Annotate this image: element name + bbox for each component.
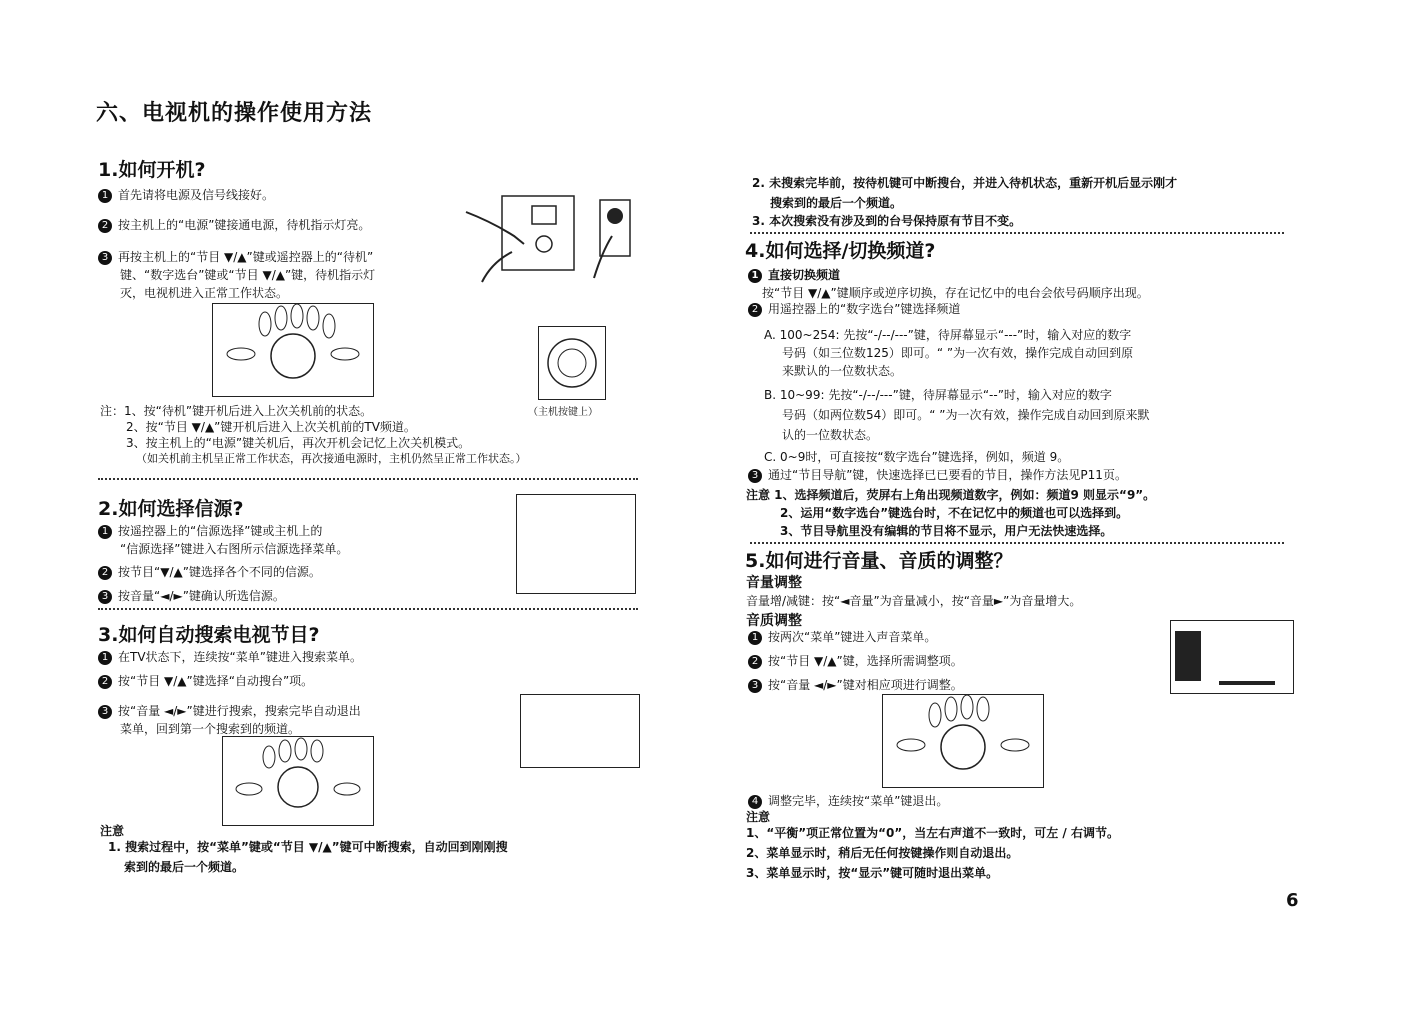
s5-note-1: 1、“平衡”项正常位置为“0”，当左右声道不一致时，可左 / 右调节。: [746, 826, 1119, 840]
divider: [750, 232, 1284, 234]
s1-note-3: 3、按主机上的“电源”键关机后，再次开机会记忆上次关机模式。: [126, 436, 471, 450]
s5-note-label: 注意: [746, 810, 771, 824]
s4-digit-label: 2 用遥控器上的“数字选台”键选择频道: [748, 300, 960, 318]
section-heading-power-on: 1.如何开机?: [98, 159, 206, 181]
s1-note-4: （如关机前主机呈正常工作状态，再次接通电源时，主机仍然呈正常工作状态。）: [136, 452, 527, 465]
dial-knob-icon: [538, 326, 606, 400]
s4-direct-label: 1 直接切换频道: [748, 266, 840, 284]
s4-note-2: 2、运用“数字选台”键选台时，不在记忆中的频道也可以选择到。: [780, 506, 1129, 520]
s2-step-2: 2 按节目“▼/▲”键选择各个不同的信源。: [98, 563, 321, 581]
s4-c-line: C. 0~9时，可直接按“数字选台”键选择，例如，频道 9。: [764, 450, 1070, 464]
s4-a-line-3: 来默认的一位数状态。: [782, 364, 903, 378]
search-menu-figure: [520, 694, 640, 768]
s3-step-3-cont: 菜单，回到第一个搜索到的频道。: [120, 722, 301, 736]
power-plug-icon: [462, 192, 638, 284]
section-heading-volume: 5.如何进行音量、音质的调整？: [745, 550, 1013, 572]
remote-control-icon: [222, 736, 374, 826]
s4-b-line-2: 号码（如两位数54）即可。“ ”为一次有效，操作完成自动回到原来默: [782, 408, 1150, 422]
s1-step-3: 3 再按主机上的“节目 ▼/▲”键或遥控器上的“待机”: [98, 248, 373, 266]
tone-step-3: 3 按“音量 ◄/►”键对相应项进行调整。: [748, 676, 963, 694]
divider: [750, 542, 1284, 544]
s1-note-2: 2、按“节目 ▼/▲”键开机后进入上次关机前的TV频道。: [126, 420, 416, 434]
s3-step-1: 1 在TV状态下，连续按“菜单”键进入搜索菜单。: [98, 648, 362, 666]
top-note-1: 2. 未搜索完毕前，按待机键可中断搜台，并进入待机状态，重新开机后显示刚才: [752, 176, 1178, 190]
volume-label: 音量调整: [746, 575, 802, 591]
section-heading-auto-search: 3.如何自动搜索电视节目?: [98, 624, 320, 646]
s2-step-3: 3 按音量“◄/►”键确认所选信源。: [98, 587, 285, 605]
volume-text: 音量增/减键：按“◄音量”为音量减小，按“音量►”为音量增大。: [746, 594, 1082, 608]
s2-step-1: 1 按遥控器上的“信源选择”键或主机上的: [98, 522, 322, 540]
s1-note-1: 注：1、按“待机”键开机后进入上次关机前的状态。: [100, 404, 373, 418]
s3-note-2: 索到的最后一个频道。: [124, 860, 245, 874]
s2-step-1-cont: “信源选择”键进入右图所示信源选择菜单。: [120, 542, 349, 556]
s5-note-3: 3、菜单显示时，按“显示”键可随时退出菜单。: [746, 866, 999, 880]
section-heading-source: 2.如何选择信源?: [98, 498, 244, 520]
tone-step-1: 1 按两次“菜单”键进入声音菜单。: [748, 628, 936, 646]
s1-step-3-cont2: 灭，电视机进入正常工作状态。: [120, 286, 289, 300]
s4-note-3: 3、节目导航里没有编辑的节目将不显示，用户无法快速选择。: [780, 524, 1113, 538]
remote-control-icon: [212, 303, 374, 397]
s4-guide-line: 3 通过“节目导航”键，快速选择已已要看的节目，操作方法见P11页。: [748, 466, 1127, 484]
s3-note-label: 注意: [100, 824, 125, 838]
sound-menu-figure: [1170, 620, 1294, 694]
divider: [98, 478, 638, 480]
tone-label: 音质调整: [746, 613, 802, 629]
s1-step-3-cont: 键、“数字选台”键或“节目 ▼/▲”键，待机指示灯: [120, 268, 376, 282]
s4-direct-text: 按“节目 ▼/▲”键顺序或逆序切换，存在记忆中的电台会依号码顺序出现。: [762, 286, 1149, 300]
top-note-3: 3. 本次搜索没有涉及到的台号保持原有节目不变。: [752, 214, 1022, 228]
page-number: 6: [1286, 890, 1299, 911]
s4-note-1: 注意 1、选择频道后，荧屏右上角出现频道数字，例如：频道9 则显示“9”。: [746, 488, 1156, 502]
s1-step-2: 2 按主机上的“电源”键接通电源，待机指示灯亮。: [98, 216, 370, 234]
section-heading-channel: 4.如何选择/切换频道?: [745, 240, 936, 262]
s3-step-3: 3 按“音量 ◄/►”键进行搜索，搜索完毕自动退出: [98, 702, 361, 720]
tone-step-4: 4 调整完毕，连续按“菜单”键退出。: [748, 792, 948, 810]
s4-b-line-3: 认的一位数状态。: [782, 428, 879, 442]
remote-control-icon: [882, 694, 1044, 788]
page-title: 六、电视机的操作使用方法: [96, 101, 373, 126]
s5-note-2: 2、菜单显示时，稍后无任何按键操作则自动退出。: [746, 846, 1019, 860]
s4-a-line-1: A. 100~254: 先按“-/--/---”键，待屏幕显示“---”时，输入对应的数字: [764, 328, 1132, 342]
s4-a-line-2: 号码（如三位数125）即可。“ ”为一次有效，操作完成自动回到原: [782, 346, 1134, 360]
divider: [98, 608, 638, 610]
top-note-2: 搜索到的最后一个频道。: [770, 196, 903, 210]
source-menu-figure: [516, 494, 636, 594]
s1-step-1: 1 首先请将电源及信号线接好。: [98, 186, 274, 204]
s3-step-2: 2 按“节目 ▼/▲”键选择“自动搜台”项。: [98, 672, 313, 690]
s3-note-1: 1. 搜索过程中，按“菜单”键或“节目 ▼/▲”键可中断搜索，自动回到刚刚搜: [108, 840, 508, 854]
figure-caption: （主机按键上）: [528, 407, 598, 418]
s4-b-line-1: B. 10~99: 先按“-/--/---”键，待屏幕显示“--”时，输入对应的数字: [764, 388, 1112, 402]
tone-step-2: 2 按“节目 ▼/▲”键，选择所需调整项。: [748, 652, 963, 670]
